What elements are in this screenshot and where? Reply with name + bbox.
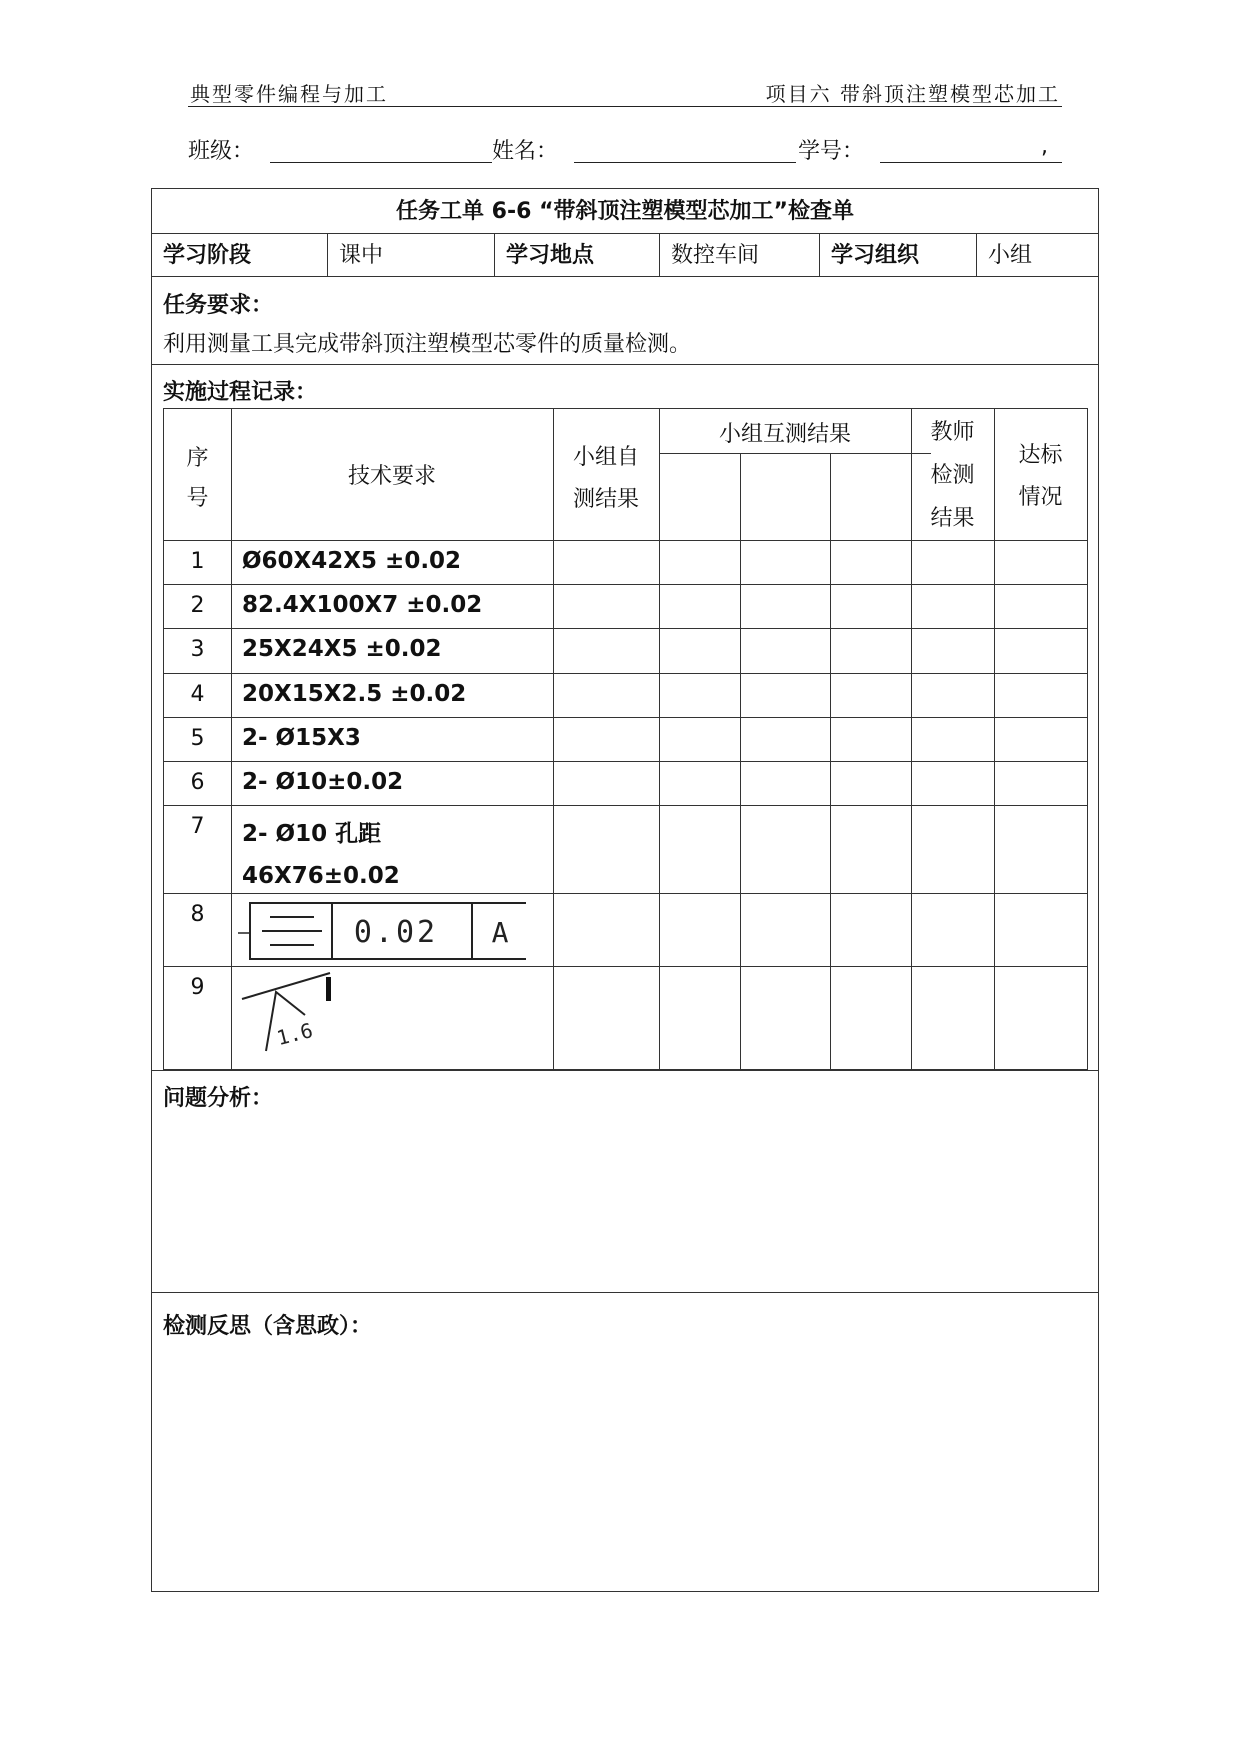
row-7-req: 2- Ø10 孔距 46X76±0.02 [242,821,400,889]
row-8-gdt-frame [236,899,526,969]
header-divider [188,106,1062,107]
task-section [152,277,1098,365]
class-field[interactable] [270,162,492,163]
row-5-no: 5 [190,726,205,751]
header-status: 达标 情况 [1018,443,1063,510]
row-9-no: 9 [190,975,205,1000]
problem-label: 问题分析： [163,1086,274,1111]
header-mutual-test: 小组互测结果 [718,422,851,447]
row-3-no: 3 [190,637,205,662]
row-9-roughness [238,969,338,1065]
id-field[interactable] [880,162,1062,163]
student-info [188,134,1068,166]
header-tech: 技术要求 [347,464,436,489]
org-value: 小组 [988,243,1033,268]
process-label: 实施过程记录： [163,380,318,405]
meta-row [152,234,1098,277]
process-section [152,365,1098,1071]
trailing-mark: , [1041,134,1048,159]
row-1-req: Ø60X42X5 ±0.02 [242,548,462,574]
row-4-req: 20X15X2.5 ±0.02 [242,681,467,707]
task-text: 利用测量工具完成带斜顶注塑模型芯零件的质量检测。 [163,332,692,357]
row-8-no: 8 [190,902,205,927]
gdt-tolerance-value: 0.02 [353,915,439,950]
header-seq: 序 号 [186,446,209,511]
reflection-label: 检测反思（含思政）： [163,1314,373,1339]
header-course-title: 典型零件编程与加工 [190,82,388,106]
gdt-datum: A [491,916,509,949]
row-2-req: 82.4X100X7 ±0.02 [242,592,483,618]
stage-label: 学习阶段 [152,234,328,277]
sheet-title: 任务工单 6-6 “带斜顶注塑模型芯加工”检查单 [152,189,1098,234]
reflection-section [152,1293,1098,1591]
class-label: 班级： [188,139,255,164]
symmetry-icon [262,917,322,945]
problem-analysis-section [152,1071,1098,1293]
surface-roughness-icon [238,969,338,1059]
header-teacher-test: 教师 检测 结果 [930,420,975,531]
row-6-no: 6 [190,770,205,795]
header-self-test: 小组自 测结果 [572,445,639,512]
place-value: 数控车间 [660,234,820,277]
inspection-sheet [151,188,1099,1592]
row-4-no: 4 [190,682,205,707]
row-6-req: 2- Ø10±0.02 [242,769,404,795]
row-3-req: 25X24X5 ±0.02 [242,636,442,662]
row-5-req: 2- Ø15X3 [242,725,361,751]
row-7-no: 7 [190,814,205,839]
id-label: 学号： [798,139,865,164]
name-field[interactable] [574,162,796,163]
place-label: 学习地点 [495,234,660,277]
header-project-title: 项目六 带斜顶注塑模型芯加工 [765,82,1060,106]
row-1-no: 1 [190,549,205,574]
org-label: 学习组织 [820,234,977,277]
roughness-value: 1.6 [274,1018,316,1051]
name-label: 姓名： [492,139,559,164]
stage-value: 课中 [328,234,495,277]
symmetry-tolerance-frame [236,899,526,963]
inspection-table [163,408,1088,1070]
row-2-no: 2 [190,593,205,618]
task-label: 任务要求： [163,293,274,318]
